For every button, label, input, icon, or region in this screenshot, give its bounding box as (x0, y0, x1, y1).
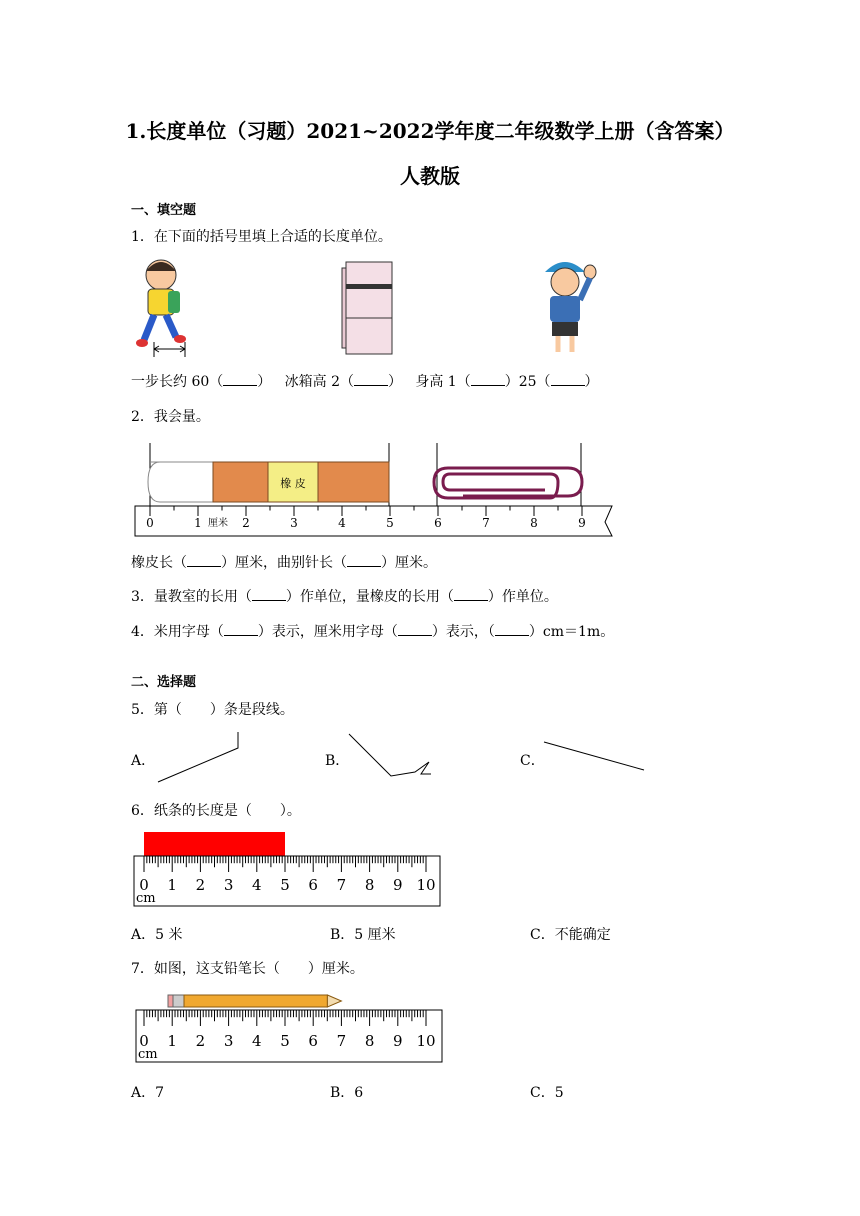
ruler-tick-label: 5 (280, 876, 290, 894)
ruler-tick-label: 0 (139, 1032, 149, 1050)
line-figure-b (345, 728, 445, 788)
option-a[interactable]: A． (131, 753, 156, 769)
question-5-text: 5．第（ ）条是段线。 (131, 702, 294, 718)
pencil-tip (327, 995, 341, 1007)
ruler-tick-label: 2 (242, 516, 250, 530)
answer-blank[interactable] (495, 621, 529, 636)
section-heading-fill: 一、填空题 (131, 203, 197, 218)
document-subtitle: 人教版 (400, 164, 460, 188)
option-c[interactable]: C． (520, 753, 545, 769)
ruler-tick-label: 10 (416, 876, 436, 894)
ruler-tick-label: 3 (223, 1032, 234, 1050)
ruler-tick-label: 9 (393, 1032, 403, 1050)
line-figure-c (540, 736, 650, 776)
refrigerator-illustration (338, 258, 398, 358)
answer-blank[interactable] (354, 371, 388, 386)
question-2-answer: 橡皮长（ ）厘米，曲别针长（ ）厘米。 (131, 552, 437, 572)
ruler-tick-label: 1 (194, 516, 202, 530)
answer-blank[interactable] (223, 371, 257, 386)
ruler-tick-label: 1 (167, 876, 177, 894)
ruler-tick-label: 8 (364, 1032, 375, 1050)
ruler-tick-label: 7 (336, 1032, 347, 1050)
eraser-clip-ruler-figure (130, 438, 620, 538)
ruler-tick-label: 6 (308, 1032, 318, 1050)
question-2-text: 2．我会量。 (131, 409, 210, 425)
ruler-tick-label: 7 (336, 876, 347, 894)
ruler-unit-label: cm (138, 1047, 158, 1062)
ruler-tick-label: 3 (290, 516, 298, 530)
ruler-tick-label: 2 (195, 876, 206, 894)
ruler-tick-label: 7 (482, 516, 490, 530)
answer-blank[interactable] (471, 371, 505, 386)
ruler-tick-label: 3 (223, 876, 234, 894)
q7-option-c[interactable]: C．5 (530, 1085, 564, 1101)
answer-blank[interactable] (224, 621, 258, 636)
ruler-tick-label: 8 (530, 516, 538, 530)
ruler-tick-label: 5 (386, 516, 394, 530)
paper-strip (144, 832, 285, 858)
ruler-tick-label: 0 (146, 516, 154, 530)
q6-option-c[interactable]: C．不能确定 (530, 927, 611, 943)
ruler-tick-label: 6 (434, 516, 442, 530)
q6-option-a[interactable]: A．5 米 (131, 927, 183, 943)
q7-option-b[interactable]: B．6 (330, 1085, 364, 1101)
question-7-text: 7．如图，这支铅笔长（ ）厘米。 (131, 961, 364, 977)
ruler-unit-label: 厘米 (208, 518, 228, 529)
line-figure-a (150, 728, 250, 788)
pencil-body (184, 995, 327, 1007)
ruler-tick-label: 4 (338, 516, 346, 530)
answer-blank[interactable] (187, 552, 221, 567)
ruler-tick-label: 1 (167, 1032, 177, 1050)
question-1-answers: 一步长约 60（ ） 冰箱高 2（ ） 身高 1（ ）25（ ） (131, 371, 599, 391)
pencil-ruler-figure (132, 988, 452, 1066)
walking-boy-illustration (128, 255, 198, 360)
ruler-tick-label: 2 (195, 1032, 206, 1050)
answer-blank[interactable] (454, 586, 488, 601)
answer-blank[interactable] (252, 586, 286, 601)
ruler-tick-label: 4 (252, 1032, 262, 1050)
ruler-tick-label: 4 (252, 876, 262, 894)
section-heading-choice: 二、选择题 (131, 675, 197, 690)
eraser-label: 橡 皮 (280, 477, 306, 490)
document-title: 1.长度单位（习题）2021~2022学年度二年级数学上册（含答案） (125, 119, 735, 143)
ruler-tick-label: 0 (139, 876, 149, 894)
ruler-tick-label: 9 (393, 876, 403, 894)
ruler-unit-label: cm (136, 891, 156, 906)
answer-blank[interactable] (398, 621, 432, 636)
ruler-tick-label: 9 (578, 516, 586, 530)
q6-option-b[interactable]: B．5 厘米 (330, 927, 396, 943)
ruler-tick-label: 6 (308, 876, 318, 894)
question-6-text: 6．纸条的长度是（ ）。 (131, 803, 301, 819)
question-4: 4．米用字母（ ）表示，厘米用字母（ ）表示，（ ）cm＝1m。 (131, 621, 614, 641)
ruler-tick-label: 5 (280, 1032, 290, 1050)
question-1-text: 1．在下面的括号里填上合适的长度单位。 (131, 229, 392, 245)
q7-option-a[interactable]: A．7 (131, 1085, 165, 1101)
option-b[interactable]: B． (325, 753, 350, 769)
ruler-tick-label: 8 (364, 876, 375, 894)
paper-strip-ruler-figure (132, 830, 447, 910)
answer-blank[interactable] (347, 552, 381, 567)
waving-boy-illustration (530, 250, 600, 360)
ruler-tick-label: 10 (416, 1032, 436, 1050)
question-3: 3．量教室的长用（ ）作单位，量橡皮的长用（ ）作单位。 (131, 586, 558, 606)
answer-blank[interactable] (551, 371, 585, 386)
